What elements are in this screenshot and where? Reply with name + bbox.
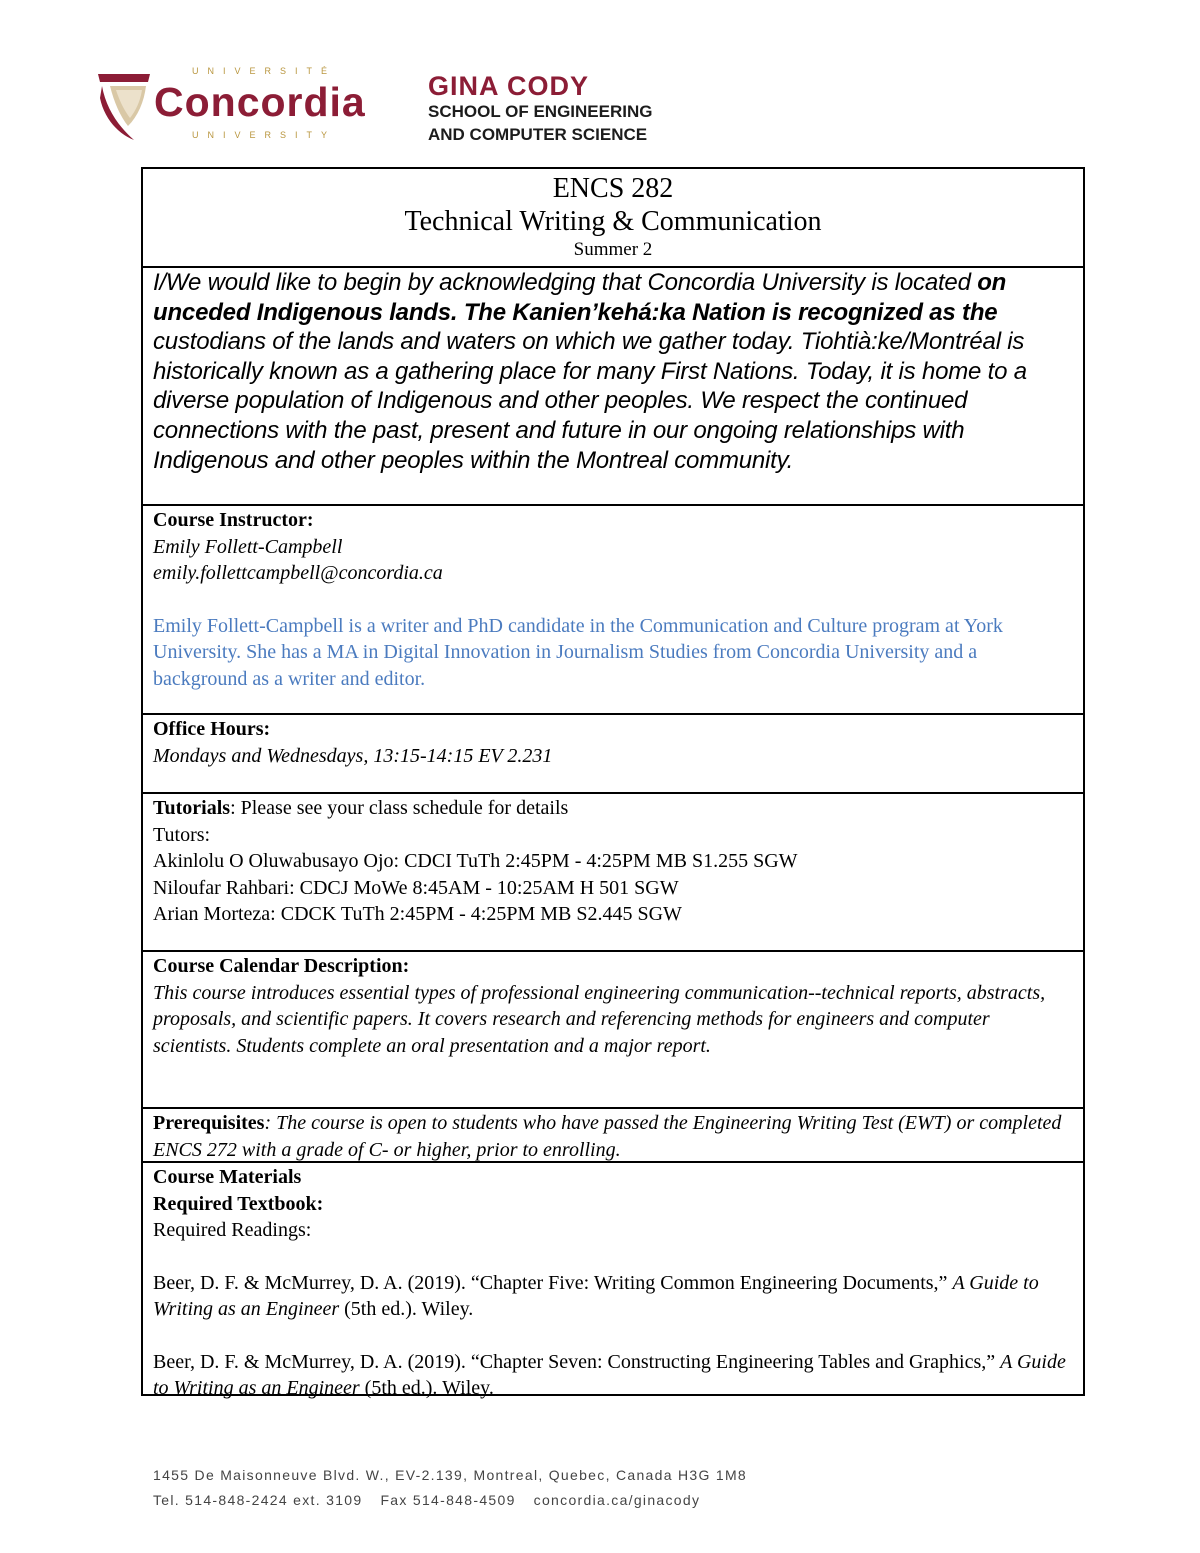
- course-name: Technical Writing & Communication: [404, 206, 822, 237]
- course-term: Summer 2: [573, 239, 653, 260]
- course-title-block: [143, 169, 1083, 266]
- footer-web[interactable]: concordia.ca/ginacody: [533, 1492, 701, 1508]
- land-acknowledgement: [143, 266, 1083, 504]
- school-line-1: SCHOOL OF ENGINEERING: [428, 102, 653, 121]
- university-name: Concordia: [154, 79, 366, 125]
- reading-item: Beer, D. F. & McMurrey, D. A. (2019). “Chapter Five: Writing Common Engineering Documents,” A Guide to Writing as an Engineer (5th ed.). Wiley.: [153, 1271, 1039, 1320]
- ack-text-1: I/We would like to begin by acknowledging that Concordia University is located: [153, 269, 978, 296]
- readings-label: Required Readings:: [153, 1219, 312, 1241]
- prerequisites-section: [143, 1107, 1083, 1161]
- concordia-crest-icon: [96, 68, 152, 142]
- syllabus-table: [141, 167, 1085, 1399]
- instructor-email[interactable]: emily.follettcampbell@concordia.ca: [153, 562, 443, 584]
- ack-text-bold: on unceded Indigenous lands. The Kanien’kehá:ka Nation is recognized as the: [153, 269, 1007, 326]
- school-line-2: AND COMPUTER SCIENCE: [428, 125, 648, 144]
- instructor-label: Course Instructor:: [153, 509, 314, 531]
- concordia-logo: [96, 66, 396, 146]
- prerequisites-text: : The course is open to students who have passed the Engineering Writing Test (EWT) or completed ENCS 272 with a grade of C- or higher, prior to enrolling.: [153, 1112, 1062, 1161]
- instructor-section: [143, 504, 1083, 713]
- materials-label: Course Materials: [153, 1166, 302, 1188]
- university-bottom-text: UNIVERSITY: [192, 130, 337, 140]
- tutorials-section: [143, 792, 1083, 950]
- prerequisites-label: Prerequisites: [153, 1112, 265, 1134]
- tutors-label: Tutors:: [153, 823, 211, 846]
- page-footer: [153, 1463, 747, 1513]
- reading-item: Beer, D. F. & McMurrey, D. A. (2019). “Chapter Seven: Constructing Engineering Tables and Graphics,” A Guide to Writing as an Engineer (5th ed.). Wiley.: [153, 1350, 1066, 1399]
- instructor-name: Emily Follett-Campbell: [153, 535, 343, 558]
- course-code: ENCS 282: [552, 173, 674, 204]
- ack-text-2: custodians of the lands and waters on which we gather today. Tiohtià:ke/Montréal is historically known as a gathering place for many First Nations. Today, it is home to a diverse population of Indigenous and other peoples. We respect the continued connections with the past, present and future in our ongoing relationships with Indigenous and other peoples within the Montreal community.: [153, 328, 1027, 474]
- office-hours-label: Office Hours:: [153, 718, 271, 740]
- instructor-bio: Emily Follett-Campbell is a writer and PhD candidate in the Communication and Culture program at York University. She has a MA in Digital Innovation in Journalism Studies from Concordia University and a background as a writer and editor.: [153, 614, 1003, 690]
- description-label: Course Calendar Description:: [153, 955, 410, 977]
- university-top-text: UNIVERSITÉ: [192, 66, 337, 76]
- tutor-item: Akinlolu O Oluwabusayo Ojo: CDCI TuTh 2:45PM - 4:25PM MB S1.255 SGW: [153, 850, 798, 872]
- school-logo: [428, 72, 653, 146]
- tutor-item: Niloufar Rahbari: CDCJ MoWe 8:45AM - 10:25AM H 501 SGW: [153, 876, 679, 899]
- tutorials-note: : Please see your class schedule for details: [230, 797, 569, 819]
- footer-fax: Fax 514-848-4509: [380, 1492, 516, 1508]
- office-hours-section: [143, 713, 1083, 792]
- tutorials-label: Tutorials: [153, 797, 231, 819]
- textbook-label: Required Textbook:: [153, 1192, 324, 1215]
- tutor-item: Arian Morteza: CDCK TuTh 2:45PM - 4:25PM MB S2.445 SGW: [153, 903, 682, 925]
- school-name: GINA CODY: [428, 71, 590, 101]
- office-hours-value: Mondays and Wednesdays, 13:15-14:15 EV 2.231: [153, 744, 553, 767]
- course-materials-section: [143, 1161, 1083, 1399]
- description-text: This course introduces essential types of professional engineering communication--technical reports, abstracts, proposals, and scientific papers. It covers research and referencing methods for engineers and computer scientists. Students complete an oral presentation and a major report.: [153, 981, 1046, 1057]
- footer-tel: Tel. 514-848-2424 ext. 3109: [153, 1492, 363, 1508]
- footer-address: 1455 De Maisonneuve Blvd. W., EV-2.139, Montreal, Quebec, Canada H3G 1M8: [153, 1467, 747, 1483]
- calendar-description-section: [143, 950, 1083, 1107]
